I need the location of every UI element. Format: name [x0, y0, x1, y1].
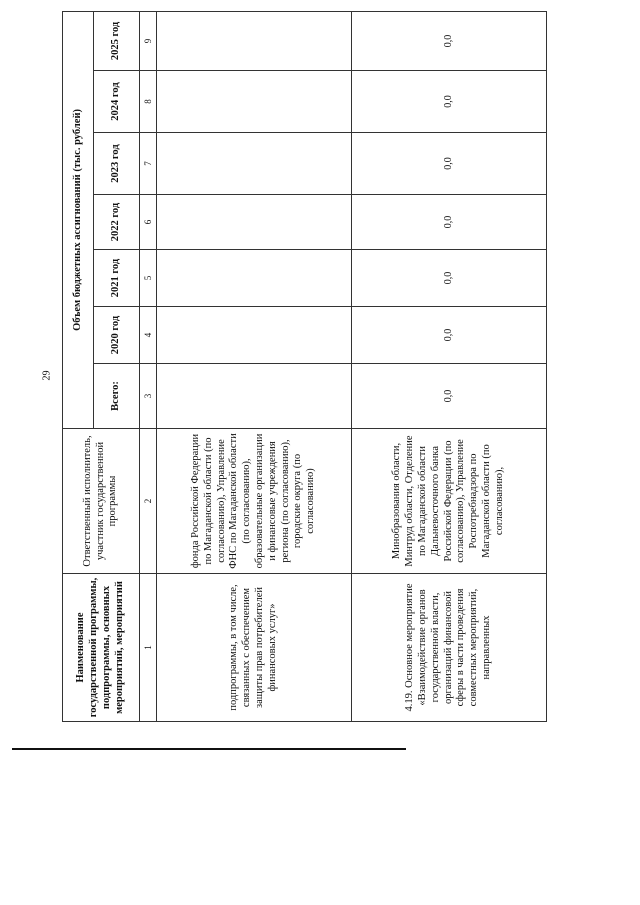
row-value	[157, 195, 352, 250]
index-row	[140, 11, 157, 721]
budget-table	[62, 11, 547, 722]
row-value: 0,0	[352, 71, 547, 133]
header-executor: Ответственный исполнитель, участник государственной программы	[63, 429, 140, 574]
row-executor: фонда Российской Федерации по Магаданской области (по согласованию), Управление ФНС по Магаданской области (по согласованию), образовательные организации и финансовые учреждения региона (по согласованию), городские округа (по согласованию)	[157, 429, 352, 574]
header-2021: 2021 год	[94, 250, 140, 307]
header-2025: 2025 год	[94, 11, 140, 70]
header-name: Наименование государственной программы, подпрограммы, основных мероприятий, мероприятий	[63, 574, 140, 722]
index-cell: 2	[140, 429, 157, 574]
header-volume: Объем бюджетных ассигнований (тыс. рублей)	[63, 11, 94, 428]
header-2023: 2023 год	[94, 133, 140, 195]
index-cell: 3	[140, 364, 157, 429]
header-2024: 2024 год	[94, 71, 140, 133]
row-value	[157, 364, 352, 429]
horizontal-rule	[12, 748, 406, 750]
row-value: 0,0	[352, 133, 547, 195]
header-2020: 2020 год	[94, 307, 140, 364]
row-value: 0,0	[352, 11, 547, 70]
row-value	[157, 307, 352, 364]
table-row	[157, 11, 352, 721]
page-number: 29	[41, 370, 53, 381]
index-cell: 1	[140, 574, 157, 722]
table-row	[352, 11, 547, 721]
row-name: подпрограммы, в том числе, связанных с обеспечением защиты прав потребителей финансовых услуг»	[157, 574, 352, 722]
row-value	[157, 71, 352, 133]
row-value: 0,0	[352, 195, 547, 250]
header-total: Всего:	[94, 364, 140, 429]
index-cell: 9	[140, 11, 157, 70]
row-value	[157, 133, 352, 195]
row-value	[157, 250, 352, 307]
index-cell: 5	[140, 250, 157, 307]
header-2022: 2022 год	[94, 195, 140, 250]
index-cell: 4	[140, 307, 157, 364]
index-cell: 7	[140, 133, 157, 195]
row-value: 0,0	[352, 307, 547, 364]
rotated-table-wrapper	[62, 12, 622, 722]
index-cell: 8	[140, 71, 157, 133]
row-name: 4.19. Основное мероприятие «Взаимодействие органов государственной власти, организаций финансовой сферы в части проведения совместных мероприятий, направленных	[352, 574, 547, 722]
row-value: 0,0	[352, 364, 547, 429]
row-value	[157, 11, 352, 70]
row-executor: Минобразования области, Минтруд области, Отделение по Магаданской области Дальневосточного банка Российской Федерации (по согласованию), Управление Роспотребнадзора по Магаданской области (по согласованию),	[352, 429, 547, 574]
index-cell: 6	[140, 195, 157, 250]
header-row-1	[63, 11, 94, 721]
row-value: 0,0	[352, 250, 547, 307]
